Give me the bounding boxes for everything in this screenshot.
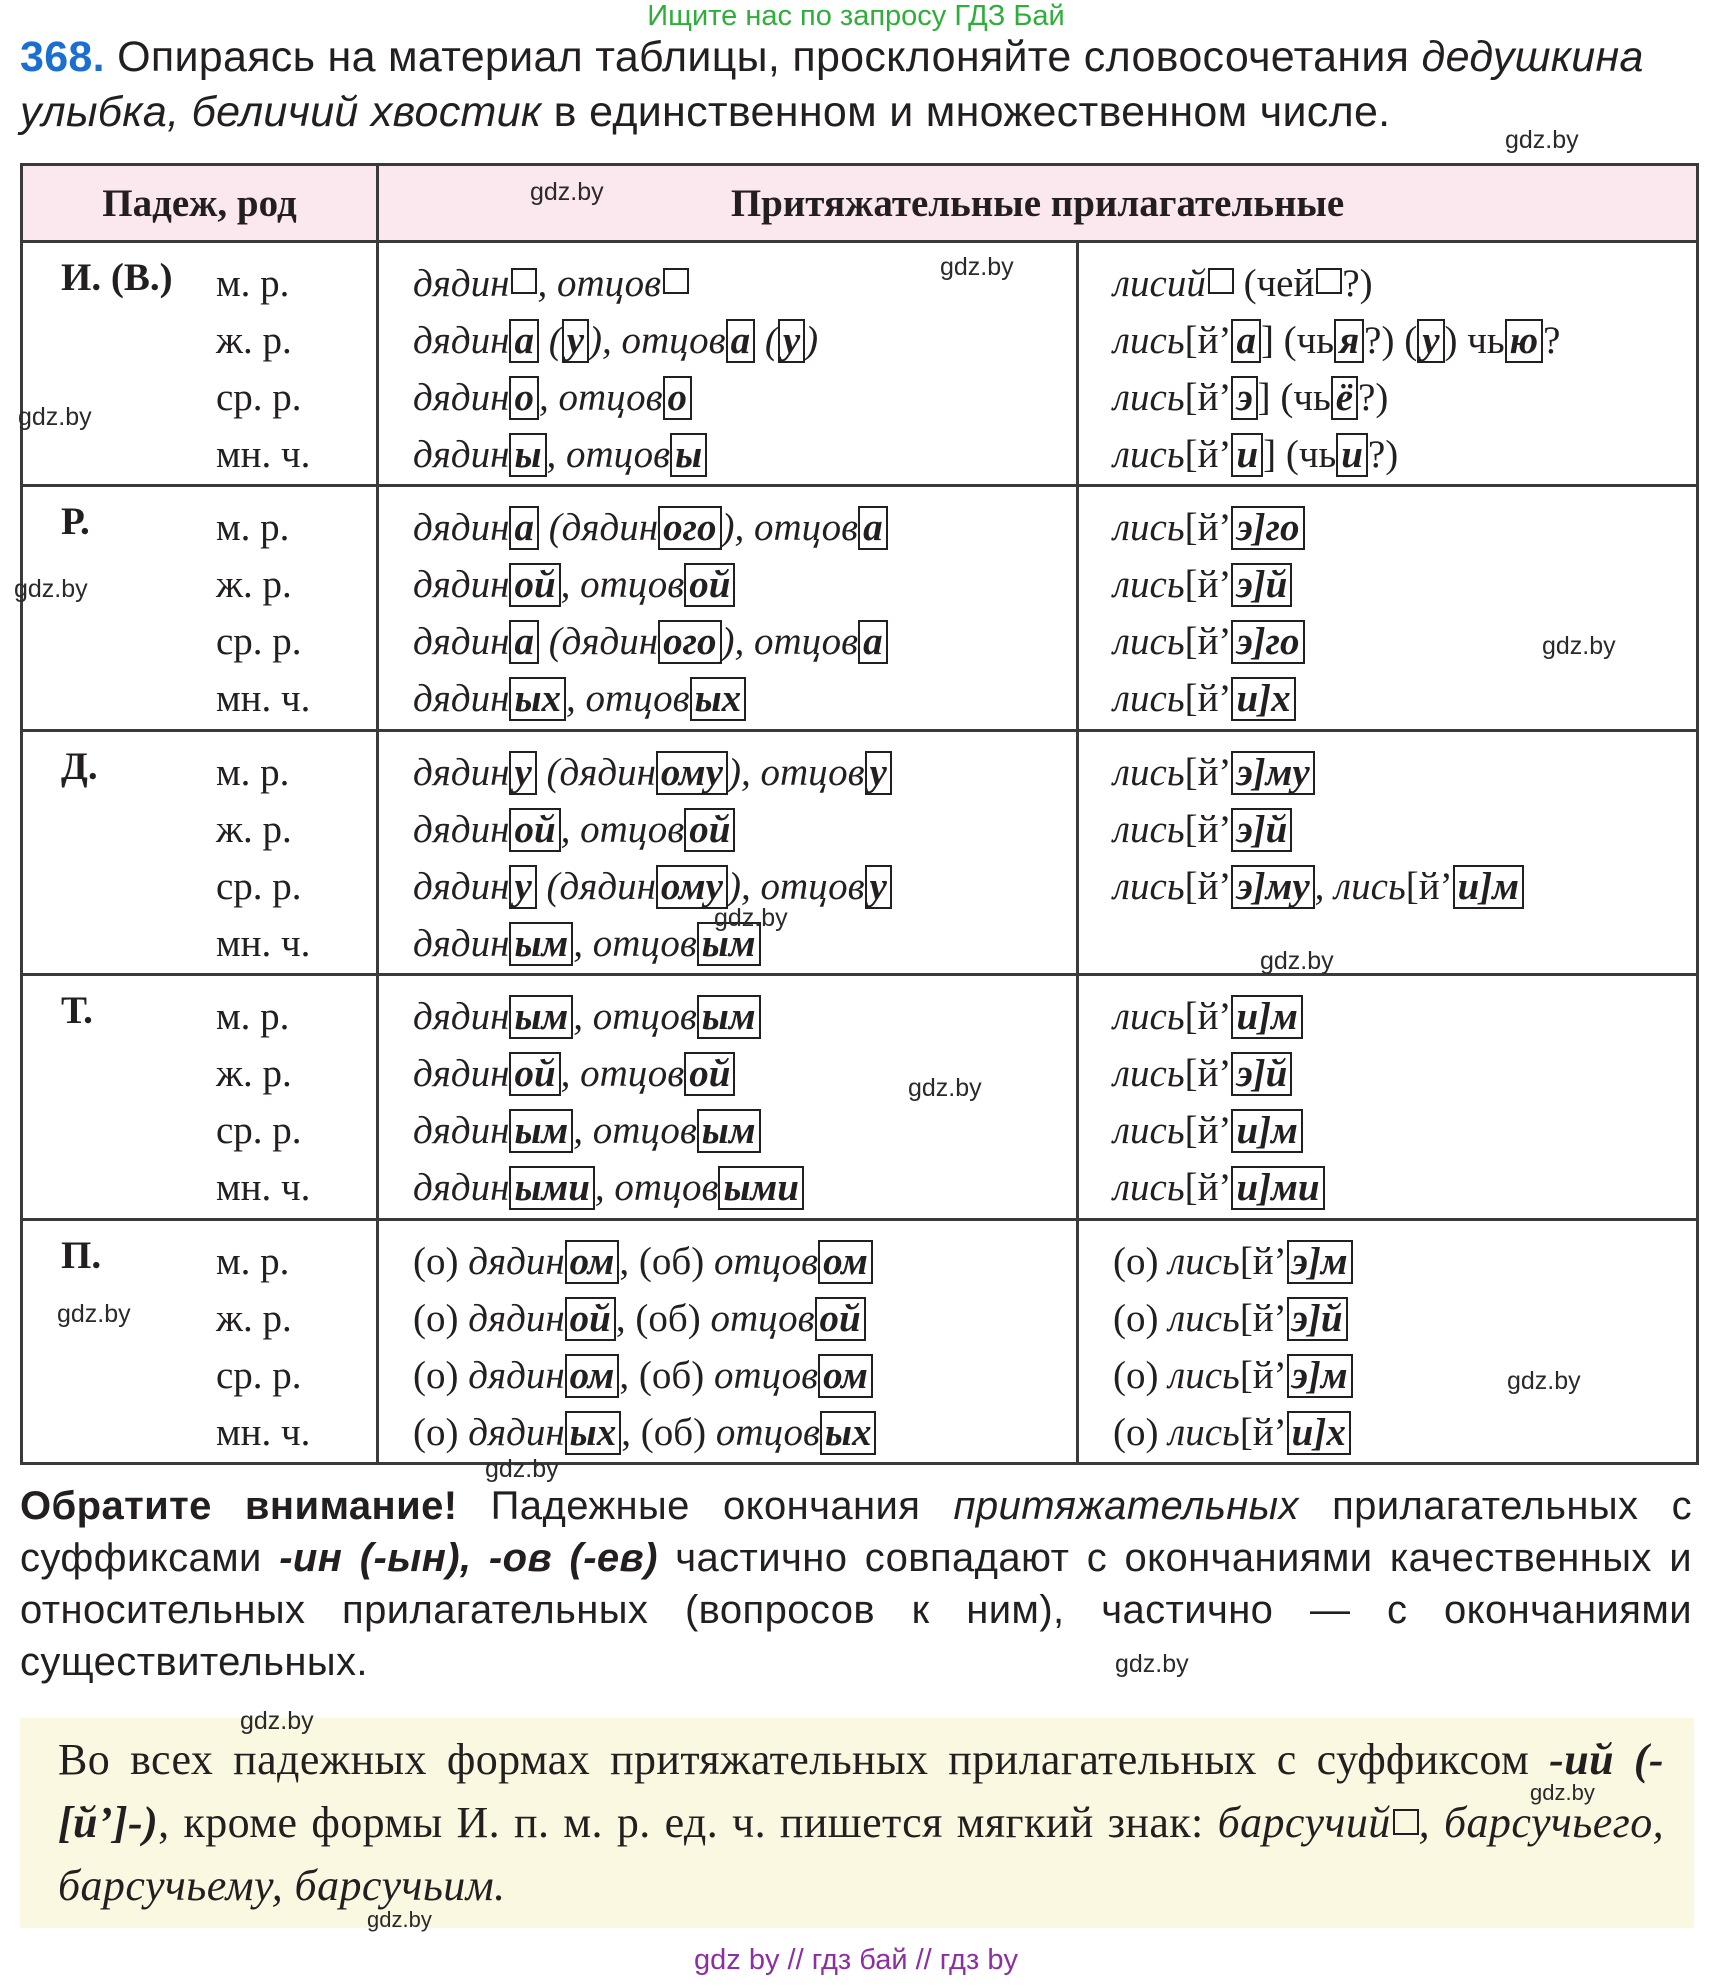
forms-iy-cell: [1078, 486, 1698, 730]
watermark: gdz.by: [1260, 947, 1334, 975]
text-segment: , отцов: [566, 677, 690, 721]
gender-label: мн. ч.: [216, 677, 311, 721]
form-line: [1113, 255, 1696, 312]
ending-box: ё: [1331, 376, 1358, 420]
ending-box: а: [726, 319, 756, 363]
ending-box: ым: [509, 995, 573, 1039]
forms-in-ov-cell: [378, 486, 1078, 730]
text-segment: (о): [413, 1296, 469, 1340]
text-segment: [й’: [1184, 1166, 1232, 1210]
text-segment: , отцов: [594, 1166, 719, 1210]
gender-label: мн. ч.: [216, 1410, 311, 1454]
text-segment: ), отцов: [721, 506, 859, 550]
rule-box: [20, 1718, 1694, 1928]
site-banner: Ищите нас по запросу ГДЗ Бай: [647, 0, 1065, 32]
text-segment: лись: [1113, 620, 1185, 664]
ending-box: ых: [690, 677, 747, 721]
text-segment: дядин: [468, 1296, 565, 1340]
text-segment: [й’: [1184, 864, 1232, 908]
text-segment: отцов: [713, 1353, 819, 1397]
gender-label: м. р.: [216, 750, 290, 794]
text-segment: , отцов: [573, 921, 697, 965]
ending-box: ом: [818, 1240, 873, 1284]
form-line: [413, 988, 1076, 1045]
ending-box: ым: [697, 922, 761, 966]
table-header-row: [22, 165, 1698, 242]
form-line: [1113, 744, 1696, 801]
ending-box: у: [778, 319, 805, 363]
case-name: П.: [61, 1233, 102, 1277]
text-segment: (дядин: [538, 620, 659, 664]
form-line: [413, 426, 1076, 483]
gender-label: ж. р.: [216, 1052, 292, 1096]
text-segment: (о): [413, 1410, 469, 1454]
rule-text-1: Во всех падежных формах притяжательных прилагательных с суффиксом: [58, 1735, 1550, 1784]
text-segment: [й’: [1184, 620, 1232, 664]
text-segment: (о): [1113, 1239, 1169, 1283]
form-line: [1113, 915, 1696, 972]
watermark: gdz.by: [14, 575, 88, 603]
text-segment: дядин: [468, 1410, 565, 1454]
case-name: Р.: [61, 500, 90, 544]
ending-box: ых: [820, 1411, 877, 1455]
null-ending-box: [511, 268, 537, 294]
table-row: [22, 975, 1698, 1219]
watermark: gdz.by: [940, 253, 1014, 281]
text-segment: ), отцов: [727, 864, 865, 908]
text-segment: [й’: [1184, 319, 1232, 362]
text-segment: дядин: [413, 319, 510, 362]
form-line: [1113, 858, 1696, 915]
declension-table: [20, 163, 1699, 1465]
form-line: [413, 1159, 1076, 1216]
case-name: И. (В.): [61, 256, 173, 299]
ending-box: а: [509, 620, 539, 664]
text-segment: дядин: [413, 677, 510, 721]
header-possessive-adjectives: Притяжательные прилагательные: [378, 165, 1698, 242]
watermark: gdz.by: [1115, 1650, 1189, 1678]
ending-box: ым: [697, 1109, 761, 1153]
gender-label: ж. р.: [216, 1296, 292, 1340]
case-name: Д.: [61, 744, 98, 788]
form-line: [1113, 1102, 1696, 1159]
text-segment: ?): [1342, 262, 1373, 305]
ending-box: ы: [509, 433, 546, 477]
form-line: [413, 1404, 1076, 1461]
gender-label: ср. р.: [216, 1109, 302, 1153]
text-segment: , отцов: [560, 563, 685, 607]
ending-box: ом: [818, 1354, 873, 1398]
form-line: [1113, 556, 1696, 613]
text-segment: (о): [1113, 1410, 1169, 1454]
note-text-1: Падежные окончания: [457, 1484, 954, 1528]
attention-note: [20, 1480, 1692, 1688]
form-line: [1113, 1347, 1696, 1404]
rule-example-1: барсучий: [1217, 1798, 1391, 1847]
text-segment: отцов: [713, 1239, 819, 1283]
ending-box: у: [562, 319, 589, 363]
text-segment: [й’: [1184, 506, 1232, 550]
text-segment: , (об): [619, 1239, 714, 1283]
text-segment: (о): [1113, 1353, 1169, 1397]
text-segment: лись: [1113, 864, 1185, 908]
form-line: [413, 670, 1076, 727]
ending-box: ых: [565, 1411, 622, 1455]
text-segment: ), отцов: [721, 620, 859, 664]
form-line: [1113, 1159, 1696, 1216]
text-segment: ) чь: [1444, 319, 1505, 362]
form-line: [1113, 1233, 1696, 1290]
ending-box: ой: [509, 1052, 560, 1096]
ending-box: у: [1417, 319, 1444, 363]
form-line: [1113, 670, 1696, 727]
ending-box: ой: [509, 563, 560, 607]
table-row: [22, 242, 1698, 486]
text-segment: ?): [1358, 376, 1389, 419]
forms-iy-cell: [1078, 242, 1698, 486]
site-footer: gdz by // гдз бай // гдз by: [694, 1944, 1018, 1976]
rule-text-2: , кроме формы И. п. м. р. ед. ч. пишется мягкий знак:: [158, 1798, 1218, 1847]
ending-box: у: [865, 865, 892, 909]
ending-box: и: [1231, 433, 1263, 477]
text-segment: лись: [1168, 1239, 1240, 1283]
ending-box: ой: [684, 808, 735, 852]
task-statement: [20, 30, 1692, 140]
note-text-3: частично совпадают с окончаниями качественных и относительных прилагательных (вопросов к ним), частично — с окончаниями существительных.: [20, 1536, 1692, 1684]
text-segment: (о): [413, 1239, 469, 1283]
text-segment: дядин: [413, 620, 510, 664]
ending-box: а: [858, 506, 888, 550]
text-segment: (дядин: [538, 506, 659, 550]
task-text-2: в единственном и множественном числе.: [541, 88, 1391, 136]
text-segment: ), отцов: [727, 750, 865, 794]
null-ending-box: [1208, 268, 1234, 294]
text-segment: [й’: [1239, 1353, 1287, 1397]
watermark: gdz.by: [485, 1455, 559, 1483]
task-text-1: Опираясь на материал таблицы, просклоняйте словосочетания: [104, 33, 1422, 81]
header-case-gender: Падеж, род: [22, 165, 378, 242]
forms-in-ov-cell: [378, 730, 1078, 974]
ending-box: и]х: [1287, 1411, 1351, 1455]
form-line: [413, 1347, 1076, 1404]
text-segment: , лись: [1314, 864, 1406, 908]
text-segment: лись: [1113, 563, 1185, 607]
ending-box: э]й: [1231, 1052, 1292, 1096]
ending-box: о: [509, 376, 539, 420]
ending-box: о: [663, 376, 693, 420]
text-segment: [й’: [1405, 864, 1453, 908]
ending-box: ой: [509, 808, 560, 852]
text-segment: ): [805, 319, 819, 362]
text-segment: , (об): [619, 1353, 714, 1397]
ending-box: ом: [565, 1240, 620, 1284]
case-cell: [22, 242, 378, 486]
text-segment: (чей: [1233, 262, 1315, 305]
watermark: gdz.by: [714, 904, 788, 932]
ending-box: ого: [658, 620, 721, 664]
gender-label: мн. ч.: [216, 921, 311, 965]
ending-box: ю: [1505, 319, 1543, 363]
ending-box: ым: [509, 1109, 573, 1153]
ending-box: у: [865, 751, 892, 795]
form-line: [413, 499, 1076, 556]
text-segment: дядин: [413, 563, 510, 607]
ending-box: ой: [565, 1297, 616, 1341]
text-segment: лись: [1113, 677, 1185, 721]
text-segment: дядин: [413, 1109, 510, 1153]
ending-box: ого: [658, 506, 721, 550]
form-line: [1113, 426, 1696, 483]
ending-box: и]х: [1231, 677, 1295, 721]
gender-label: ср. р.: [216, 620, 302, 664]
ending-box: ой: [684, 563, 735, 607]
forms-iy-cell: [1078, 1219, 1698, 1463]
form-line: [1113, 801, 1696, 858]
text-segment: , отцов: [560, 807, 685, 851]
form-line: [413, 369, 1076, 426]
gender-label: ж. р.: [216, 319, 292, 362]
text-segment: отцов: [710, 1296, 815, 1340]
text-segment: (дядин: [536, 864, 656, 908]
ending-box: э]му: [1231, 751, 1314, 795]
task-examples: дедушкина улыбка, беличий хвостик: [20, 33, 1644, 136]
ending-box: и: [1336, 433, 1368, 477]
text-segment: лись: [1113, 433, 1185, 476]
text-segment: дядин: [413, 376, 510, 419]
text-segment: [й’: [1239, 1239, 1287, 1283]
watermark: gdz.by: [240, 1707, 314, 1735]
note-attention-label: Обратите внимание!: [20, 1484, 458, 1528]
ending-box: у: [509, 865, 536, 909]
ending-box: э]м: [1287, 1354, 1353, 1398]
gender-label: м. р.: [216, 506, 290, 550]
text-segment: [й’: [1184, 807, 1232, 851]
ending-box: а: [858, 620, 888, 664]
ending-box: ом: [565, 1354, 620, 1398]
ending-box: ым: [509, 922, 573, 966]
text-segment: ), отцов: [589, 319, 726, 362]
text-segment: лись: [1168, 1296, 1240, 1340]
text-segment: ?) (: [1364, 319, 1418, 362]
watermark: gdz.by: [57, 1300, 131, 1328]
table-row: [22, 730, 1698, 974]
form-line: [1113, 369, 1696, 426]
note-text-2: прилагательных с суффиксами: [20, 1484, 1692, 1580]
text-segment: лись: [1113, 750, 1185, 794]
gender-label: мн. ч.: [216, 433, 311, 476]
text-segment: дядин: [413, 506, 510, 550]
watermark: gdz.by: [530, 178, 604, 206]
text-segment: , отцов: [560, 1052, 685, 1096]
gender-label: м. р.: [216, 995, 290, 1039]
form-line: [1113, 312, 1696, 369]
text-segment: лись: [1113, 1052, 1185, 1096]
form-line: [413, 1102, 1076, 1159]
ending-box: ыми: [718, 1166, 803, 1210]
gender-label: мн. ч.: [216, 1166, 311, 1210]
ending-box: ым: [697, 995, 761, 1039]
text-segment: [й’: [1184, 677, 1232, 721]
text-segment: дядин: [413, 1052, 510, 1096]
watermark: gdz.by: [1505, 126, 1579, 154]
ending-box: а: [509, 319, 539, 363]
text-segment: лись: [1113, 807, 1185, 851]
text-segment: [й’: [1184, 433, 1232, 476]
ending-box: и]ми: [1231, 1166, 1324, 1210]
text-segment: дядин: [413, 995, 510, 1039]
form-line: [1113, 1045, 1696, 1102]
ending-box: у: [509, 751, 536, 795]
form-line: [1113, 1290, 1696, 1347]
text-segment: [й’: [1184, 1052, 1232, 1096]
ending-box: ыми: [509, 1166, 594, 1210]
form-line: [413, 744, 1076, 801]
text-segment: лись: [1113, 319, 1185, 362]
text-segment: [й’: [1184, 995, 1232, 1039]
ending-box: ых: [509, 677, 566, 721]
rule-suffix: -ий (-[й’]-): [58, 1735, 1664, 1847]
text-segment: , (об): [615, 1296, 711, 1340]
text-segment: лись: [1113, 995, 1185, 1039]
text-segment: ] (чь: [1257, 376, 1331, 419]
text-segment: лись: [1113, 506, 1185, 550]
ending-box: я: [1334, 319, 1364, 363]
text-segment: [й’: [1239, 1410, 1287, 1454]
null-ending-box: [1393, 1809, 1419, 1835]
text-segment: ] (чь: [1263, 433, 1337, 476]
forms-iy-cell: [1078, 975, 1698, 1219]
watermark: gdz.by: [1530, 1780, 1595, 1805]
text-segment: лись: [1113, 1109, 1185, 1153]
text-segment: [й’: [1239, 1296, 1287, 1340]
ending-box: э]го: [1231, 620, 1304, 664]
text-segment: (о): [413, 1353, 469, 1397]
ending-box: ы: [670, 433, 707, 477]
form-line: [1113, 1404, 1696, 1461]
text-segment: , отцов: [538, 376, 663, 419]
watermark: gdz.by: [18, 403, 92, 431]
note-suffixes: -ин (-ын), -ов (-ев): [279, 1536, 658, 1580]
gender-label: ср. р.: [216, 376, 302, 419]
text-segment: дядин: [413, 433, 510, 476]
table-row: [22, 486, 1698, 730]
gender-label: м. р.: [216, 1239, 290, 1283]
watermark: gdz.by: [367, 1907, 432, 1932]
watermark: gdz.by: [1542, 632, 1616, 660]
gender-label: ж. р.: [216, 563, 292, 607]
text-segment: [й’: [1184, 1109, 1232, 1153]
text-segment: , отцов: [573, 1109, 697, 1153]
ending-box: и]м: [1453, 865, 1524, 909]
form-line: [413, 556, 1076, 613]
null-ending-box: [1316, 268, 1342, 294]
ending-box: э]й: [1231, 808, 1292, 852]
text-segment: отцов: [715, 1410, 820, 1454]
ending-box: а: [509, 506, 539, 550]
text-segment: [й’: [1184, 750, 1232, 794]
forms-iy-cell: [1078, 730, 1698, 974]
ending-box: ой: [815, 1297, 866, 1341]
forms-in-ov-cell: [378, 1219, 1078, 1463]
null-ending-box: [663, 268, 689, 294]
text-segment: дядин: [413, 864, 510, 908]
gender-label: ср. р.: [216, 864, 302, 908]
rule-examples-rest: , барсучьего, барсучьему, барсучьим.: [58, 1798, 1664, 1910]
text-segment: лись: [1168, 1353, 1240, 1397]
text-segment: ?): [1367, 433, 1399, 476]
ending-box: э]м: [1287, 1240, 1353, 1284]
text-segment: лисий: [1113, 262, 1206, 305]
text-segment: лись: [1113, 376, 1185, 419]
note-italic-word: притяжательных: [953, 1484, 1299, 1528]
ending-box: э: [1231, 376, 1257, 420]
text-segment: дядин: [413, 262, 510, 305]
watermark: gdz.by: [908, 1074, 982, 1102]
text-segment: ?: [1543, 319, 1561, 362]
text-segment: дядин: [413, 750, 510, 794]
case-name: Т.: [61, 989, 93, 1033]
watermark: gdz.by: [1507, 1367, 1581, 1395]
ending-box: э]му: [1231, 865, 1314, 909]
ending-box: и]м: [1231, 995, 1302, 1039]
case-cell: [22, 975, 378, 1219]
table-row: [22, 1219, 1698, 1463]
ending-box: э]й: [1287, 1297, 1348, 1341]
form-line: [413, 613, 1076, 670]
text-segment: , отцов: [537, 262, 662, 305]
form-line: [413, 1290, 1076, 1347]
text-segment: [й’: [1184, 563, 1232, 607]
ending-box: э]й: [1231, 563, 1292, 607]
text-segment: [й’: [1184, 376, 1232, 419]
text-segment: , отцов: [546, 433, 671, 476]
case-cell: [22, 1219, 378, 1463]
form-line: [413, 1233, 1076, 1290]
ending-box: э]го: [1231, 506, 1304, 550]
text-segment: (: [755, 319, 778, 362]
text-segment: дядин: [468, 1239, 565, 1283]
gender-label: ж. р.: [216, 807, 292, 851]
text-segment: (дядин: [536, 750, 656, 794]
text-segment: дядин: [413, 921, 510, 965]
text-segment: ] (чь: [1260, 319, 1335, 362]
text-segment: лись: [1168, 1410, 1240, 1454]
form-line: [413, 312, 1076, 369]
text-segment: (о): [1113, 1296, 1169, 1340]
text-segment: дядин: [468, 1353, 565, 1397]
ending-box: ой: [684, 1052, 735, 1096]
text-segment: , (об): [621, 1410, 716, 1454]
form-line: [1113, 499, 1696, 556]
task-number: 368.: [20, 33, 105, 81]
gender-label: ср. р.: [216, 1353, 302, 1397]
ending-box: ому: [656, 865, 728, 909]
ending-box: а: [1231, 319, 1261, 363]
gender-label: м. р.: [216, 262, 290, 305]
form-line: [413, 801, 1076, 858]
text-segment: дядин: [413, 807, 510, 851]
form-line: [1113, 988, 1696, 1045]
ending-box: и]м: [1231, 1109, 1302, 1153]
text-segment: , отцов: [573, 995, 697, 1039]
text-segment: дядин: [413, 1166, 510, 1210]
case-cell: [22, 486, 378, 730]
text-segment: лись: [1113, 1166, 1185, 1210]
ending-box: ому: [656, 751, 728, 795]
text-segment: (: [538, 319, 562, 362]
case-cell: [22, 730, 378, 974]
